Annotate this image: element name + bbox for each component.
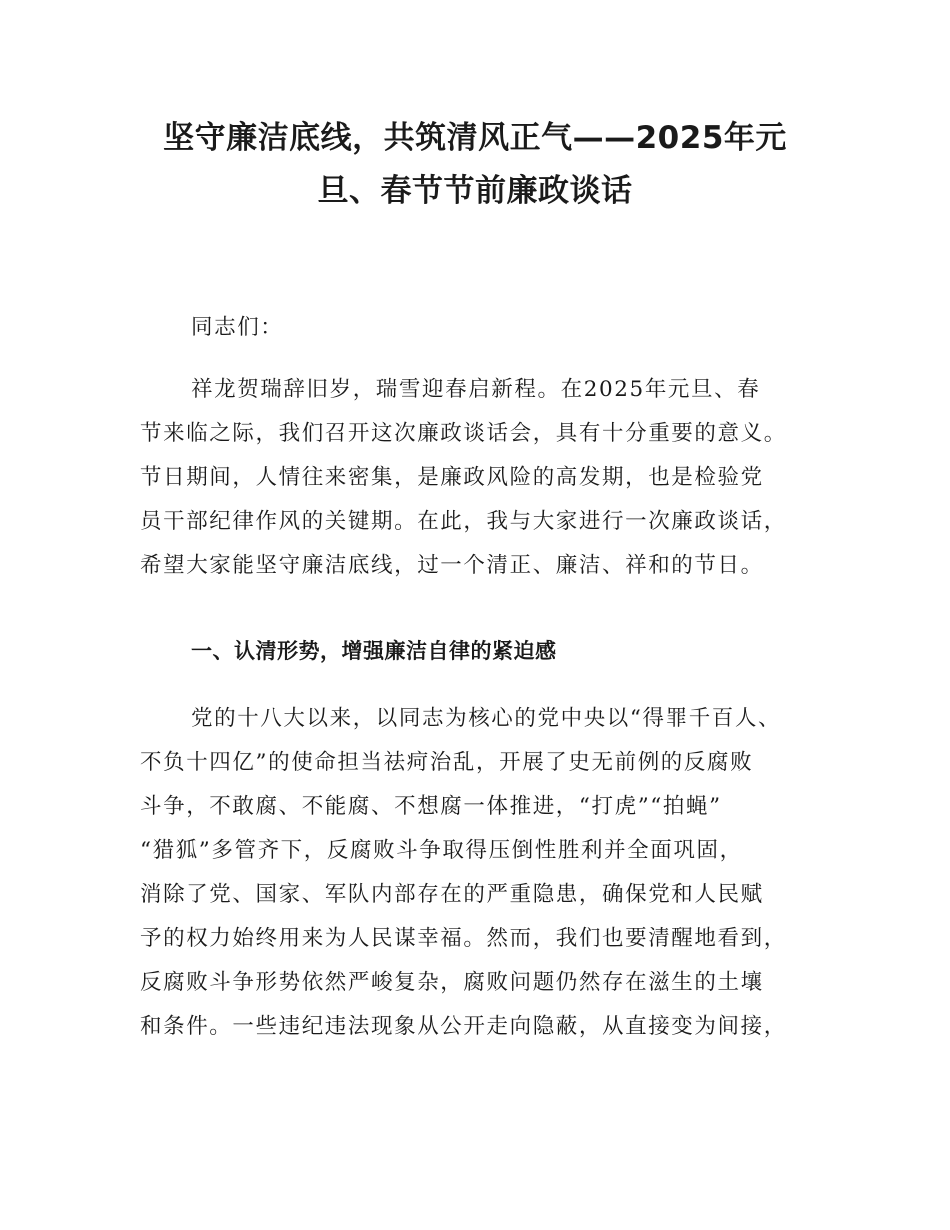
paragraph-line: 和条件。一些违纪违法现象从公开走向隐蔽，从直接变为间接，	[140, 1014, 787, 1039]
section-heading: 一、认清形势，增强廉洁自律的紧迫感	[191, 639, 557, 663]
paragraph-line: 消除了党、国家、军队内部存在的严重隐患，确保党和人民赋	[140, 882, 764, 907]
salutation-text: 同志们：	[191, 315, 284, 340]
paragraph-intro	[140, 368, 840, 588]
paragraph-line: 节日期间，人情往来密集，是廉政风险的高发期，也是检验党	[140, 465, 764, 490]
paragraph-line: 斗争，不敢腐、不能腐、不想腐一体推进，“打虎”“拍蝇”	[140, 794, 722, 819]
paragraph-line: 不负十四亿”的使命担当祛疴治乱，开展了史无前例的反腐败	[140, 750, 754, 775]
paragraph-line: 祥龙贺瑞辞旧岁，瑞雪迎春启新程。在2025年元旦、春	[191, 377, 761, 402]
paragraph-line: 节来临之际，我们召开这次廉政谈话会，具有十分重要的意义。	[140, 421, 787, 446]
document-title	[120, 112, 830, 218]
paragraph-situation	[140, 697, 840, 1049]
title-line: 坚守廉洁底线，共筑清风正气——2025年元	[163, 120, 787, 156]
paragraph-line: 员干部纪律作风的关键期。在此，我与大家进行一次廉政谈话，	[140, 509, 787, 534]
salutation	[140, 306, 840, 350]
paragraph-line: 希望大家能坚守廉洁底线，过一个清正、廉洁、祥和的节日。	[140, 553, 764, 578]
paragraph-line: 予的权力始终用来为人民谋幸福。然而，我们也要清醒地看到，	[140, 926, 787, 951]
paragraph-line: 党的十八大以来，以同志为核心的党中央以“得罪千百人、	[191, 706, 782, 731]
paragraph-line: “猎狐”多管齐下，反腐败斗争取得压倒性胜利并全面巩固，	[140, 838, 743, 863]
title-line: 旦、春节节前廉政谈话	[317, 173, 633, 209]
paragraph-line: 反腐败斗争形势依然严峻复杂，腐败问题仍然存在滋生的土壤	[140, 970, 764, 995]
